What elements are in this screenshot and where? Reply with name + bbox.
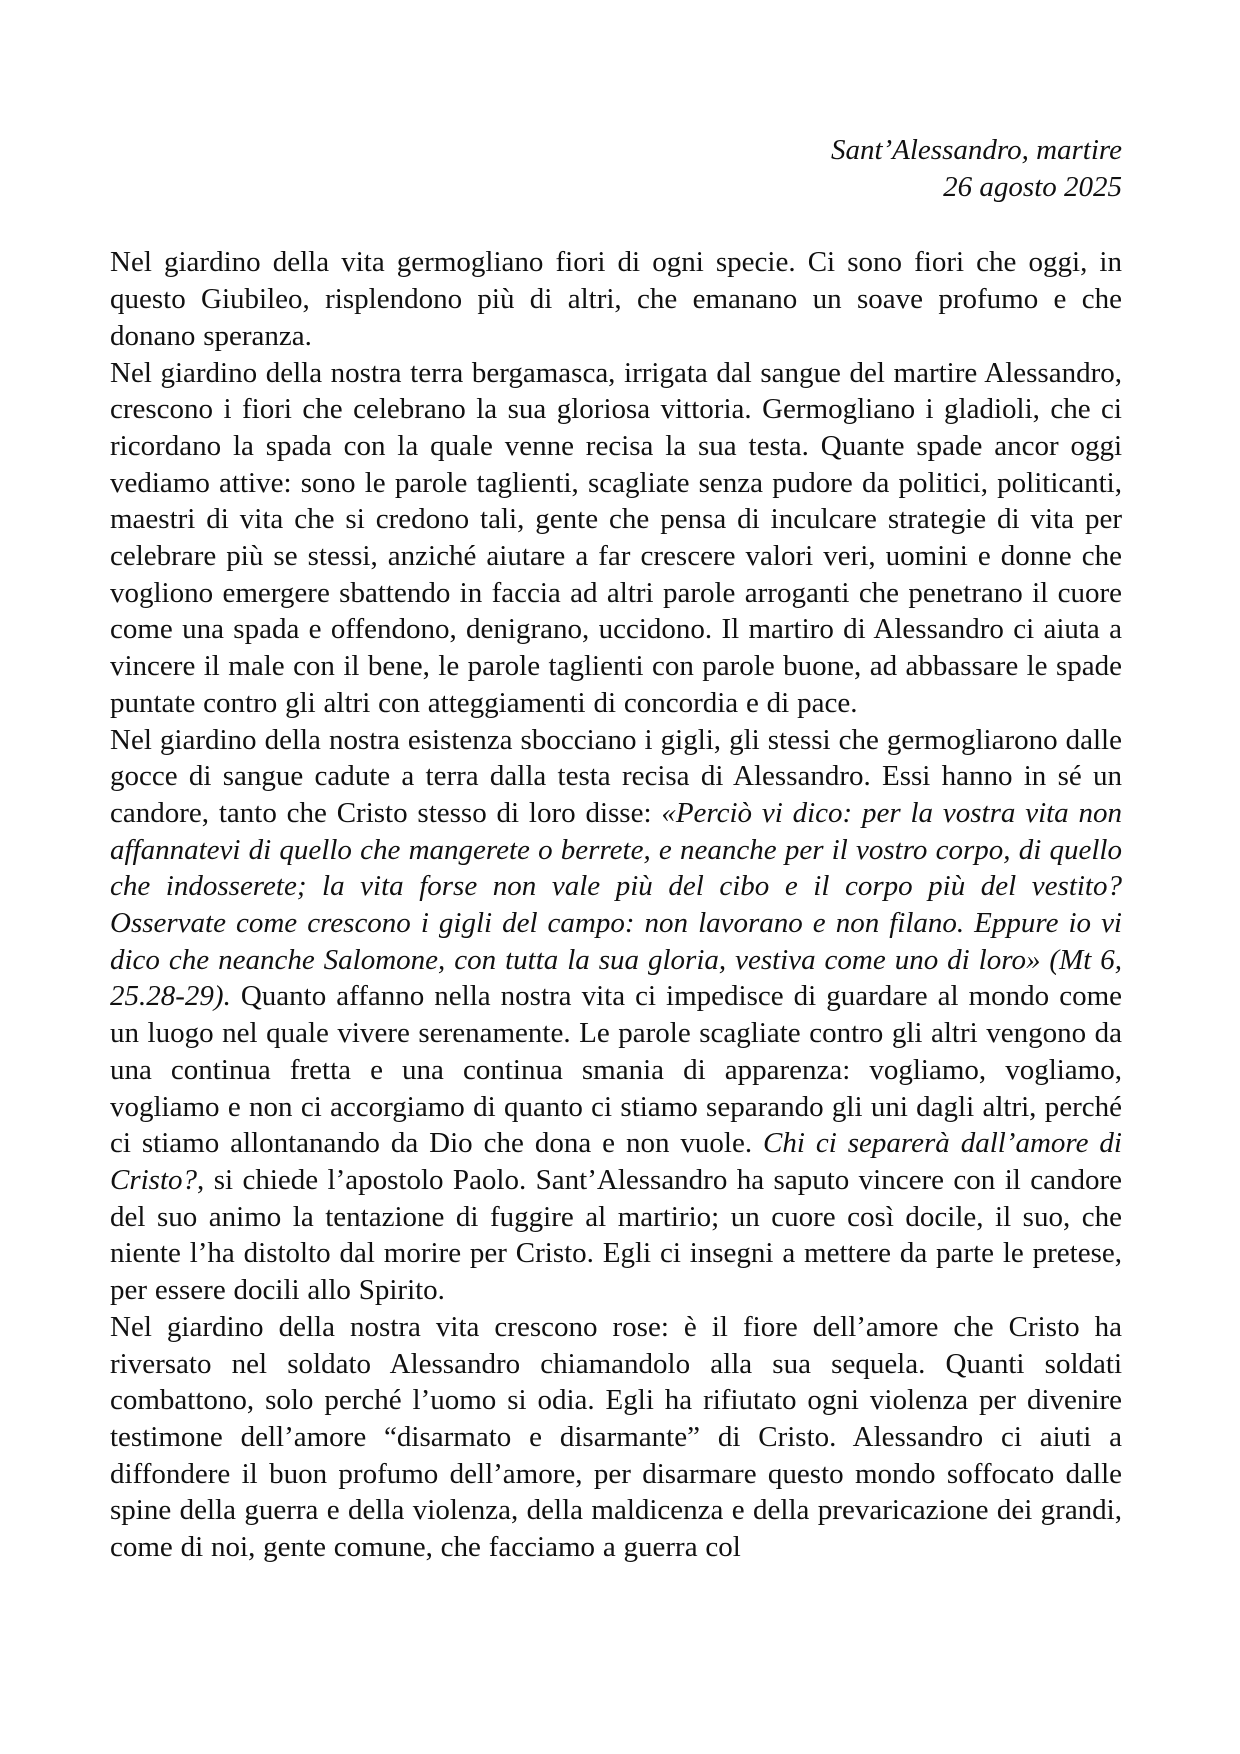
document-header [110,132,1122,205]
italic-text-run: Chi ci separerà dall’amore di Cristo? [110,1127,1122,1196]
document-body [110,244,1122,1565]
text-run: , si chiede l’apostolo Paolo. Sant’Alessandro ha saputo vincere con il candore del suo animo la tentazione di fuggire al martirio; un cuore così docile, il suo, che niente l’ha distolto dal morire per Cristo. Egli ci insegni a mettere da parte le pretese, per essere docili allo Spirito. [110,1163,1122,1307]
text-run: Quanto affanno nella nostra vita ci impedisce di guardare al mondo come un luogo nel quale vivere serenamente. Le parole scagliate contro gli altri vengono da una continua fretta e una continua smania di apparenza: vogliamo, vogliamo, vogliamo e non ci accorgiamo di quanto ci stiamo separando gli uni dagli altri, perché ci stiamo allontanando da Dio che dona e non vuole. [110,980,1122,1160]
document-title: Sant’Alessandro, martire [830,134,1122,166]
text-run: Nel giardino della nostra terra bergamasca, irrigata dal sangue del martire Alessandro, crescono i fiori che celebrano la sua gloriosa vittoria. Germogliano i gladioli, che ci ricordano la spada con la quale venne recisa la sua testa. Quante spade ancor oggi vediamo attive: sono le parole taglienti, scagliate senza pudore da politici, politicanti, maestri di vita che si credono tali, gente che pensa di inculcare strategie di vita per celebrare più se stessi, anziché aiutare a far crescere valori veri, uomini e donne che vogliono emergere sbattendo in faccia ad altri parole arroganti che penetrano il cuore come una spada e offendono, denigrano, uccidono. Il martiro di Alessandro ci aiuta a vincere il male con il bene, le parole taglienti con parole buone, ad abbassare le spade puntate contro gli altri con atteggiamenti di concordia e di pace. [110,356,1122,719]
text-run: Nel giardino della vita germogliano fiori di ogni specie. Ci sono fiori che oggi, in questo Giubileo, risplendono più di altri, che emanano un soave profumo e che donano speranza. [110,246,1122,352]
paragraph [110,244,1122,354]
text-run: Nel giardino della nostra esistenza sbocciano i gigli, gli stessi che germogliarono dalle gocce di sangue cadute a terra dalla testa recisa di Alessandro. Essi hanno in sé un candore, tanto che Cristo stesso di loro disse: [110,723,1122,829]
text-run: Nel giardino della nostra vita crescono rose: è il fiore dell’amore che Cristo ha riversato nel soldato Alessandro chiamandolo alla sua sequela. Quanti soldati combattono, solo perché l’uomo si odia. Egli ha rifiutato ogni violenza per divenire testimone dell’amore “disarmato e disarmante” di Cristo. Alessandro ci aiuti a diffondere il buon profumo dell’amore, per disarmare questo mondo soffocato dalle spine della guerra e della violenza, della maldicenza e della prevaricazione dei grandi, come di noi, gente comune, che facciamo a guerra col [110,1310,1122,1564]
paragraph [110,1309,1122,1566]
italic-text-run: «Perciò vi dico: per la vostra vita non affannatevi di quello che mangerete o berrete, e neanche per il vostro corpo, di quello che indosserete; la vita forse non vale più del cibo e il corpo più del vestito? Osservate come crescono i gigli del campo: non lavorano e non filano. Eppure io vi dico che neanche Salomone, con tutta la sua gloria, vestiva come uno di loro» (Mt 6, 25.28-29). [110,796,1123,1013]
document-date: 26 agosto 2025 [943,170,1122,203]
paragraph [110,355,1122,722]
paragraph [110,722,1122,1309]
